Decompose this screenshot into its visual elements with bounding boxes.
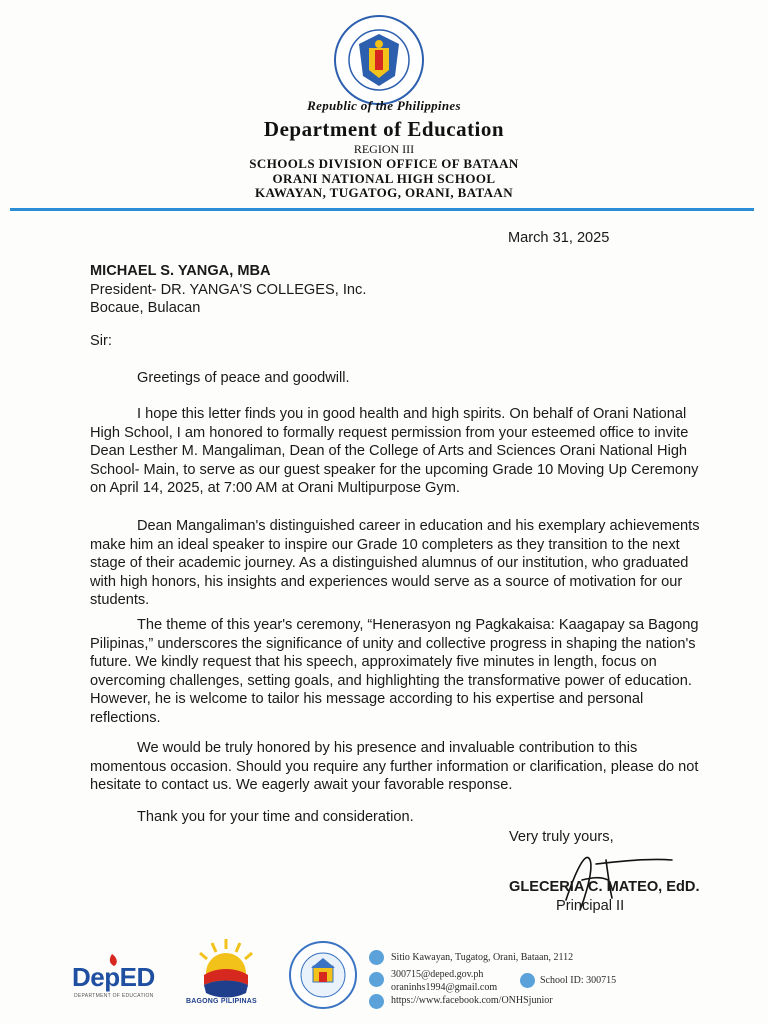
paragraph-thanks: Thank you for your time and consideration. xyxy=(137,809,414,825)
deped-seal-icon xyxy=(333,14,425,106)
footer-address: Sitio Kawayan, Tugatog, Orani, Bataan, 2112 xyxy=(391,952,574,963)
signatory-name: GLECERIA C. MATEO, EdD. xyxy=(509,879,700,895)
footer-email-deped[interactable]: 300715@deped.gov.ph xyxy=(391,969,484,980)
republic-heading: Republic of the Philippines xyxy=(307,98,461,113)
paragraph-closing: We would be truly honored by his presence and invaluable contribution to this momentous occasion. Should you require any further information or clarification, please do not hesitate to contact us. We eagerly await your favorable response. xyxy=(90,740,699,794)
paragraph-theme: The theme of this year's ceremony, “Henerasyon ng Pagkakaisa: Kaagapay sa Bagong Pilipinas,” underscores the significance of unity and collective progress in shaping the nation's future. We kindly request that his speech, approximately five minutes in length, focus on overcoming challenges, setting goals, and highlighting the transformative power of education. However, he is welcome to tailor his message according to his expertise and personal reflections. xyxy=(90,617,699,726)
school-address-heading: KAWAYAN, TUGATOG, ORANI, BATAAN xyxy=(254,185,513,200)
header-divider xyxy=(10,208,754,211)
deped-logo-text: DepED xyxy=(72,962,155,992)
bagong-pilipinas-text: BAGONG PILIPINAS xyxy=(186,998,257,1005)
school-seal-icon xyxy=(288,940,358,1010)
region-heading: REGION III xyxy=(353,142,415,156)
footer-facebook-link[interactable]: https://www.facebook.com/ONHSjunior xyxy=(391,995,553,1006)
paragraph-greeting: Greetings of peace and goodwill. xyxy=(137,370,350,386)
paragraph-speaker: Dean Mangaliman's distinguished career in education and his exemplary achievements make him an ideal speaker to inspire our Grade 10 completers as they transition to the next stage of their academic journey. As a distinguished alumnus of our institution, who graduated with high honors, his insights and experiences would serve as a source of motivation for our students. xyxy=(90,518,700,609)
footer-school-id: School ID: 300715 xyxy=(540,975,617,986)
salutation: Sir: xyxy=(90,333,112,349)
deped-logo-subtitle: DEPARTMENT OF EDUCATION xyxy=(74,993,154,999)
facebook-icon xyxy=(369,994,384,1009)
signatory-title: Principal II xyxy=(556,898,625,914)
email-icon xyxy=(369,972,384,987)
location-icon xyxy=(369,950,384,965)
division-heading: SCHOOLS DIVISION OFFICE OF BATAAN xyxy=(249,156,519,171)
recipient-location: Bocaue, Bulacan xyxy=(90,300,201,316)
recipient-position: President- DR. YANGA'S COLLEGES, Inc. xyxy=(90,282,367,298)
letter-date: March 31, 2025 xyxy=(508,230,610,246)
footer-email-gmail[interactable]: oraninhs1994@gmail.com xyxy=(391,982,498,993)
paragraph-request: I hope this letter finds you in good health and high spirits. On behalf of Orani National High School, I am honored to formally request permission from your esteemed office to invite Dean Lesther M. Mangaliman, Dean of the College of Arts and Sciences Orani National High School- Main, to serve as our guest speaker for the upcoming Grade 10 Moving Up Ceremony on April 14, 2025, at 7:00 AM at Orani Multipurpose Gym. xyxy=(90,406,699,497)
bagong-pilipinas-logo-icon xyxy=(186,933,266,1003)
department-heading: Department of Education xyxy=(263,117,505,141)
complimentary-close: Very truly yours, xyxy=(509,829,614,845)
id-card-icon xyxy=(520,973,535,988)
recipient-name: MICHAEL S. YANGA, MBA xyxy=(90,263,271,279)
school-heading: ORANI NATIONAL HIGH SCHOOL xyxy=(272,171,496,186)
